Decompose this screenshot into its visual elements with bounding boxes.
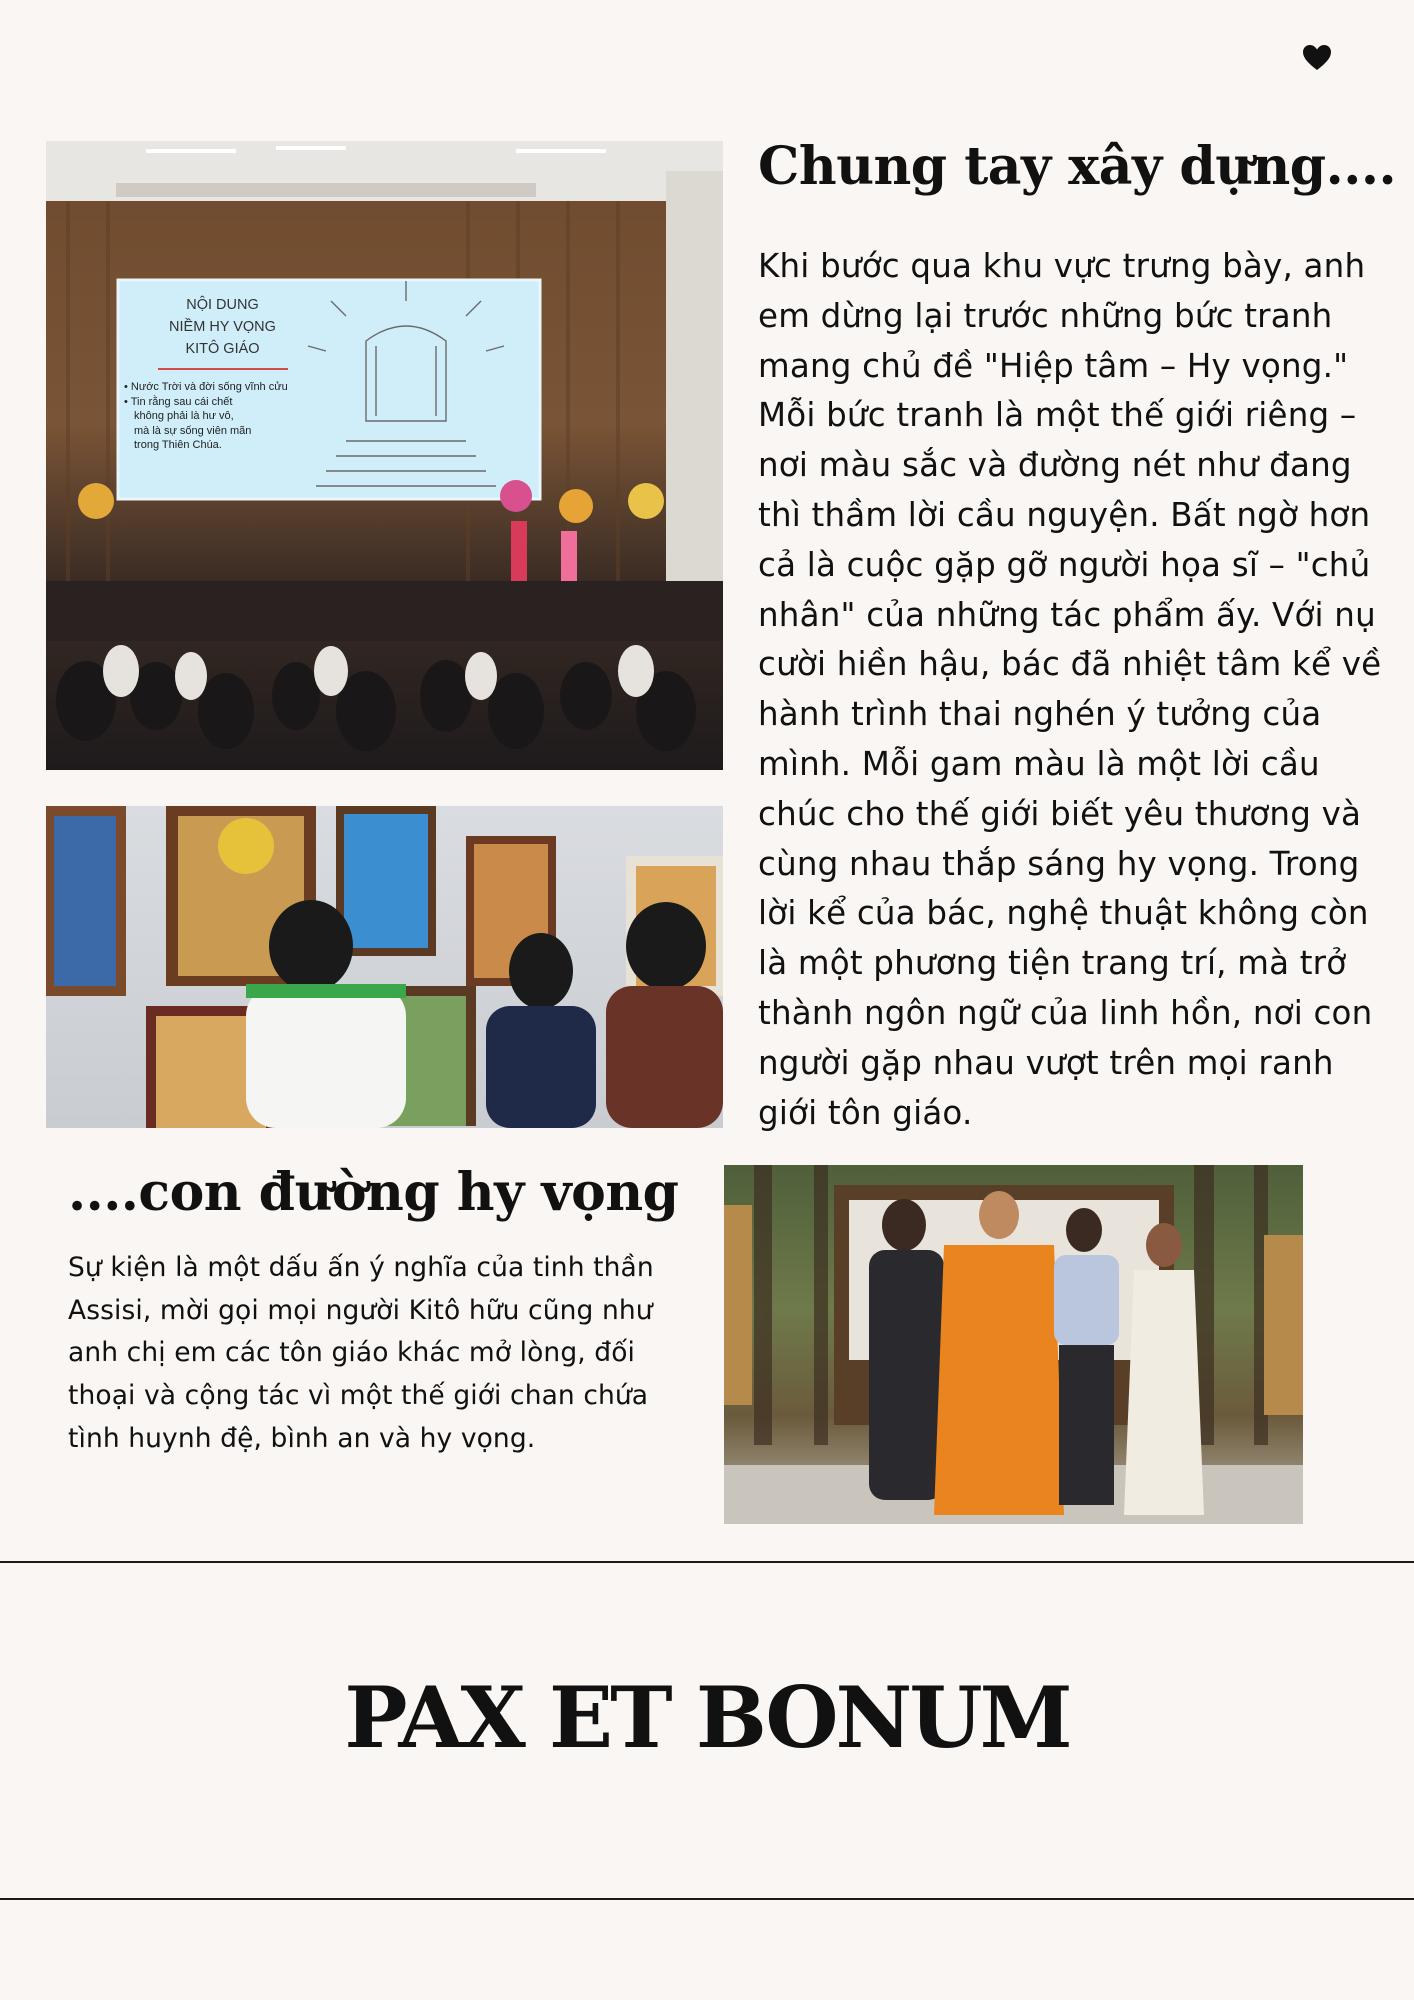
slide-title-line: NIỀM HY VỌNG xyxy=(169,319,276,335)
slide-bullet: • Tin rằng sau cái chết xyxy=(124,395,233,408)
article-paragraph-1: Khi bước qua khu vực trưng bày, anh em dừng lại trước những bức tranh mang chủ đề "Hiệp tâm – Hy vọng." Mỗi bức tranh là một thế giới riêng – nơi màu sắc và đường nét như đang thì thầm lời cầu nguyện. Bất ngờ hơn cả là cuộc gặp gỡ người họa sĩ – "chủ nhân" của những tác phẩm ấy. Với nụ cười hiền hậu, bác đã nhiệt tâm kể về hành trình thai nghén ý tưởng của mình. Mỗi gam màu là một lời cầu chúc cho thế giới biết yêu thương và cùng nhau thắp sáng hy vọng. Trong lời kể của bác, nghệ thuật không còn là một phương tiện trang trí, mà trở thành ngôn ngữ của linh hồn, nơi con người gặp nhau vượt trên mọi ranh giới tôn giáo. xyxy=(758,247,1382,1132)
article-heading-2: ....con đường hy vọng xyxy=(68,1162,679,1223)
article-heading-1: Chung tay xây dựng.... xyxy=(758,136,1397,197)
slide-bullet: trong Thiên Chúa. xyxy=(134,439,222,451)
heart-icon xyxy=(1302,44,1332,72)
presentation-slide xyxy=(118,280,540,499)
slide-title-line: KITÔ GIÁO xyxy=(185,341,260,357)
divider-bottom xyxy=(0,1898,1414,1900)
slide-bullet: không phải là hư vô, xyxy=(134,410,234,422)
article-paragraph-2: Sự kiện là một dấu ấn ý nghĩa của tinh thần Assisi, mời gọi mọi người Kitô hữu cũng như anh chị em các tôn giáo khác mở lòng, đối thoại và cộng tác vì một thế giới chan chứa tình huynh đệ, bình an và hy vọng. xyxy=(68,1252,654,1454)
auditorium-photo xyxy=(46,141,723,770)
group-photo xyxy=(724,1165,1303,1524)
divider-top xyxy=(0,1561,1414,1563)
slide-bullet: • Nước Trời và đời sống vĩnh cửu xyxy=(124,381,288,393)
gallery-photo xyxy=(46,806,723,1128)
slide-title-line: NỘI DUNG xyxy=(186,297,259,313)
footer-motto: PAX ET BONUM xyxy=(344,1668,1070,1767)
slide-bullet: mà là sự sống viên mãn xyxy=(134,424,252,437)
